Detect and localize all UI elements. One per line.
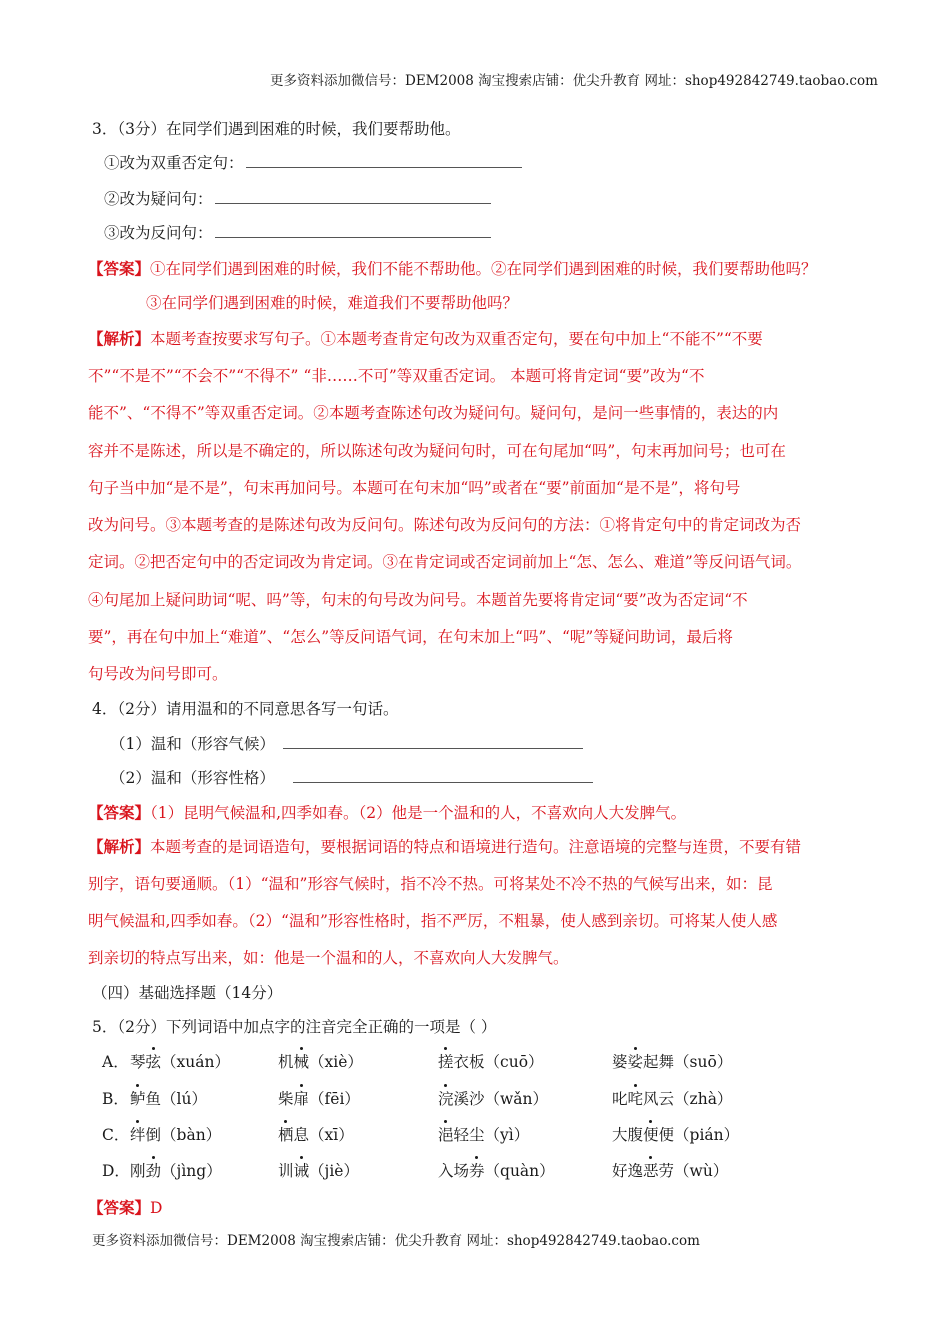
q3-analysis-line: 能不”、“不得不”等双重否定词。②本题考查陈述句改为疑问句。疑问句，是问一些事情的，表达的内 bbox=[88, 404, 779, 422]
q5-option-letter: B． bbox=[102, 1090, 129, 1108]
q4-item-2-label: （2）温和（形容性格） bbox=[110, 769, 275, 787]
q3-analysis-line: 容并不是陈述，所以是不确定的，所以陈述句改为疑问句时，可在句尾加“吗”，句末再加问号；也可在 bbox=[88, 442, 786, 460]
q3-analysis-line: 句子当中加“是不是”，句末再加问号。本题可在句末加“吗”或者在“要”前面加“是不是”，将句号 bbox=[88, 479, 741, 497]
word-pre: 大腹 bbox=[612, 1126, 644, 1144]
q4-answer-tag: 【答案】 bbox=[88, 803, 151, 822]
q4-item-2 bbox=[110, 767, 593, 789]
q3-stem: 3．（3分）在同学们遇到困难的时候，我们要帮助他。 bbox=[92, 120, 461, 138]
q5-option-word bbox=[130, 1051, 230, 1073]
q5-option-word bbox=[438, 1088, 548, 1110]
word-pinyin: （fēi） bbox=[309, 1090, 360, 1108]
dotted-char: 咤 bbox=[627, 1090, 644, 1108]
word-pre: 刚 bbox=[130, 1162, 146, 1180]
q5-option-word bbox=[438, 1051, 544, 1073]
dotted-char: 娑 bbox=[627, 1053, 644, 1071]
q5-option-word bbox=[130, 1160, 222, 1182]
q3-item-2-label: ②改为疑问句： bbox=[104, 190, 213, 208]
page-header: 更多资料添加微信号：DEM2008 淘宝搜索店铺：优尖升教育 网址：shop492842749.taobao.com bbox=[270, 73, 878, 89]
dotted-char: 恶 bbox=[643, 1162, 659, 1180]
section-title: （四）基础选择题（14分） bbox=[92, 984, 283, 1002]
q5-answer bbox=[88, 1197, 162, 1219]
q3-analysis-line: 定词。②把否定句中的否定词改为肯定词。③在肯定词或否定词前加上“怎、怎么、难道”等反问语气词。 bbox=[88, 553, 802, 571]
word-pre: 叱 bbox=[612, 1090, 628, 1108]
q3-analysis-line: 不”“不是不”“不会不”“不得不” “非……不可”等双重否定词。 本题可将肯定词“要”改为“不 bbox=[88, 367, 705, 385]
dotted-char: 便 bbox=[643, 1126, 659, 1144]
word-post: 倒 bbox=[145, 1126, 162, 1144]
q5-option-word bbox=[130, 1088, 207, 1110]
dotted-char: 浥 bbox=[438, 1126, 454, 1144]
word-pinyin: （yì） bbox=[484, 1126, 530, 1144]
q3-item-1-blank[interactable] bbox=[246, 153, 522, 168]
q4-analysis bbox=[88, 836, 801, 858]
word-pinyin: （jìng） bbox=[161, 1162, 222, 1180]
word-pinyin: （wù） bbox=[674, 1162, 729, 1180]
q4-item-1-label: （1）温和（形容气候） bbox=[110, 735, 275, 753]
q3-item-3-blank[interactable] bbox=[215, 223, 491, 238]
dotted-char: 券 bbox=[469, 1162, 485, 1180]
q5-option-word bbox=[612, 1124, 739, 1146]
dotted-char: 械 bbox=[293, 1053, 310, 1071]
q4-analysis-tag: 【解析】 bbox=[88, 837, 151, 856]
word-pre: 训 bbox=[278, 1162, 294, 1180]
q5-option-word bbox=[612, 1051, 732, 1073]
word-post: 衣板 bbox=[453, 1053, 485, 1071]
q3-item-2-blank[interactable] bbox=[215, 189, 491, 204]
word-pinyin: （suō） bbox=[674, 1053, 733, 1071]
word-post: 起舞 bbox=[643, 1053, 675, 1071]
word-post: 轻尘 bbox=[453, 1126, 485, 1144]
word-pinyin: （zhà） bbox=[674, 1090, 733, 1108]
dotted-char: 绊 bbox=[130, 1126, 146, 1144]
q3-answer-line-1: ①在同学们遇到困难的时候，我们不能不帮助他。②在同学们遇到困难的时候，我们要帮助他吗？ bbox=[150, 260, 817, 278]
q3-analysis bbox=[88, 328, 763, 350]
word-pinyin: （pián） bbox=[674, 1126, 740, 1144]
q3-answer-line-2: ③在同学们遇到困难的时候，难道我们不要帮助他吗？ bbox=[146, 294, 519, 312]
q4-answer bbox=[88, 802, 686, 824]
q3-item-1 bbox=[104, 152, 522, 174]
word-post: 息 bbox=[293, 1126, 310, 1144]
dotted-char: 诫 bbox=[293, 1162, 310, 1180]
q3-analysis-line: 改为问号。③本题考查的是陈述句改为反问句。陈述句改为反问句的方法：①将肯定句中的肯定词改为否 bbox=[88, 516, 802, 534]
word-post: 鱼 bbox=[145, 1090, 162, 1108]
dotted-char: 弦 bbox=[145, 1053, 162, 1071]
word-pinyin: （lú） bbox=[161, 1090, 207, 1108]
word-pre: 柴 bbox=[278, 1090, 294, 1108]
q5-option-word bbox=[278, 1124, 354, 1146]
word-pre: 机 bbox=[278, 1053, 294, 1071]
q5-answer-text: D bbox=[150, 1199, 163, 1217]
word-post: 便 bbox=[658, 1126, 675, 1144]
q4-analysis-line: 到亲切的特点写出来，如：他是一个温和的人，不喜欢向人大发脾气。 bbox=[88, 949, 569, 967]
word-pre: 婆 bbox=[612, 1053, 628, 1071]
word-pinyin: （jiè） bbox=[309, 1162, 359, 1180]
q3-analysis-line: ④句尾加上疑问助词“呢、吗”等，句末的句号改为问号。本题首先要将肯定词“要”改为否定词“不 bbox=[88, 591, 748, 609]
q5-option-letter: D． bbox=[102, 1162, 130, 1180]
q4-stem: 4．（2分）请用温和的不同意思各写一句话。 bbox=[92, 700, 399, 718]
word-post: 劳 bbox=[658, 1162, 675, 1180]
word-pre: 好逸 bbox=[612, 1162, 644, 1180]
q3-answer bbox=[88, 258, 817, 280]
q5-option-word bbox=[278, 1088, 360, 1110]
word-post: 风云 bbox=[643, 1090, 675, 1108]
q5-option-word bbox=[612, 1160, 728, 1182]
q4-item-2-blank[interactable] bbox=[293, 768, 593, 783]
word-pinyin: （xī） bbox=[309, 1126, 354, 1144]
dotted-char: 扉 bbox=[293, 1090, 310, 1108]
q3-answer-tag: 【答案】 bbox=[88, 259, 151, 278]
q4-item-1-blank[interactable] bbox=[283, 734, 583, 749]
q5-option-word bbox=[130, 1124, 221, 1146]
q3-analysis-tag: 【解析】 bbox=[88, 329, 151, 348]
q5-option-word bbox=[278, 1160, 359, 1182]
dotted-char: 搓 bbox=[438, 1053, 454, 1071]
q4-item-1 bbox=[110, 733, 583, 755]
word-pinyin: （quàn） bbox=[484, 1162, 555, 1180]
q3-item-3-label: ③改为反问句： bbox=[104, 224, 213, 242]
word-pinyin: （xiè） bbox=[309, 1053, 363, 1071]
q3-item-2 bbox=[104, 188, 491, 210]
q3-analysis-line: 句号改为问号即可。 bbox=[88, 665, 228, 683]
word-pre: 入场 bbox=[438, 1162, 470, 1180]
word-pre: 琴 bbox=[130, 1053, 146, 1071]
q5-option-word bbox=[438, 1124, 529, 1146]
q4-answer-text: （1）昆明气候温和,四季如春。（2）他是一个温和的人，不喜欢向人大发脾气。 bbox=[150, 804, 687, 822]
word-pinyin: （xuán） bbox=[161, 1053, 230, 1071]
q5-stem: 5．（2分）下列词语中加点字的注音完全正确的一项是（ ） bbox=[92, 1018, 497, 1036]
q3-analysis-line: 本题考查按要求写句子。①本题考查肯定句改为双重否定句，要在句中加上“不能不”“不要 bbox=[150, 330, 763, 348]
dotted-char: 浣 bbox=[438, 1090, 454, 1108]
q3-analysis-line: 要”，再在句中加上“难道”、“怎么”等反问语气词，在句末加上“吗”、“呢”等疑问助词，最后将 bbox=[88, 628, 733, 646]
page-footer: 更多资料添加微信号：DEM2008 淘宝搜索店铺：优尖升教育 网址：shop492842749.taobao.com bbox=[92, 1233, 700, 1249]
q3-item-1-label: ①改为双重否定句： bbox=[104, 154, 244, 172]
word-pinyin: （wǎn） bbox=[484, 1090, 549, 1108]
dotted-char: 栖 bbox=[278, 1126, 294, 1144]
q3-item-3 bbox=[104, 222, 491, 244]
dotted-char: 劲 bbox=[145, 1162, 162, 1180]
word-pinyin: （bàn） bbox=[161, 1126, 222, 1144]
dotted-char: 鲈 bbox=[130, 1090, 146, 1108]
q5-option-word bbox=[278, 1051, 363, 1073]
word-post: 溪沙 bbox=[453, 1090, 485, 1108]
q5-answer-tag: 【答案】 bbox=[88, 1198, 151, 1217]
q5-option-word bbox=[438, 1160, 555, 1182]
q5-option-word bbox=[612, 1088, 732, 1110]
q5-option-letter: C． bbox=[102, 1126, 130, 1144]
q4-analysis-line: 本题考查的是词语造句，要根据词语的特点和语境进行造句。注意语境的完整与连贯，不要有错 bbox=[150, 838, 802, 856]
q5-option-letter: A． bbox=[102, 1053, 129, 1071]
q4-analysis-line: 明气候温和,四季如春。（2）“温和”形容性格时，指不严厉，不粗暴，使人感到亲切。可将某人使人感 bbox=[88, 912, 778, 930]
q4-analysis-line: 别字，语句要通顺。（1）“温和”形容气候时，指不冷不热。可将某处不冷不热的气候写出来，如：昆 bbox=[88, 875, 773, 893]
word-pinyin: （cuō） bbox=[484, 1053, 544, 1071]
